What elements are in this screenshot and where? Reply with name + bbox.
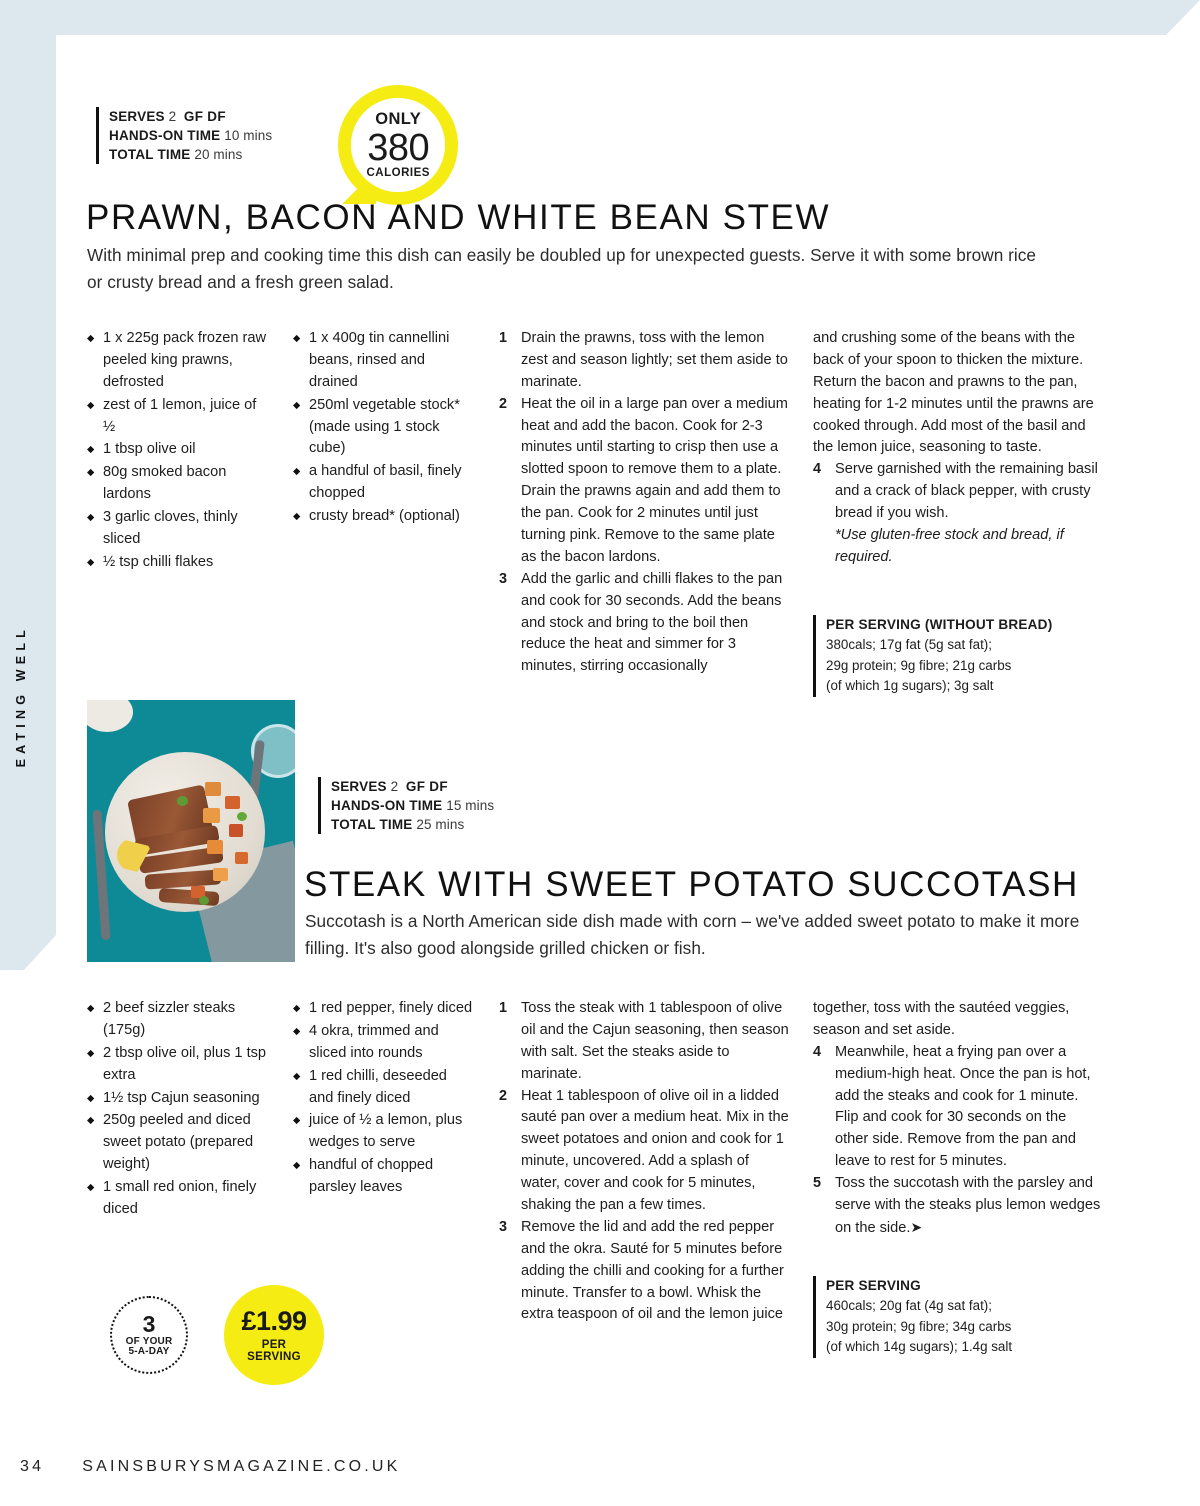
nutrition-heading: PER SERVING (826, 1277, 921, 1293)
recipe-2-method-col-1 (499, 998, 789, 1358)
decorative-frame-left (0, 35, 56, 970)
calorie-only-label: ONLY (375, 110, 422, 128)
decorative-frame-top (0, 0, 1200, 35)
diet-tags: GF DF (183, 109, 226, 124)
photo-bowl (87, 700, 133, 732)
price-badge (224, 1285, 324, 1385)
method-step: Heat the oil in a large pan over a medium heat and add the bacon. Cook for 2-3 minutes until starting to crisp then use a slotted spoon to remove them to a plate. Drain the prawns again and add them to the pan. Cook for 2 minutes until just turning pink. Remove to the same plate as the bacon lardons. (521, 395, 788, 565)
recipe-1-title: PRAWN, BACON AND WHITE BEAN STEW (86, 198, 831, 237)
hands-on-line (109, 126, 272, 145)
method-step-text: Toss the succotash with the parsley and serve with the steaks plus lemon wedges on the side. (835, 1175, 1101, 1236)
method-step-continuation: together, toss with the sautéed veggies, season and set aside. (813, 1000, 1070, 1038)
page-number: 34 (20, 1458, 45, 1475)
nutrition-line: (of which 1g sugars); 3g salt (826, 678, 994, 694)
method-step: Remove the lid and add the red pepper and the okra. Sauté for 5 minutes before adding the chilli and cooking for a further minute. Transfer to a bowl. Whisk the extra teaspoon of oil and the lemon juice (521, 1218, 784, 1323)
serves-value: 2 (390, 779, 399, 794)
nutrition-line: 460cals; 20g fat (4g sat fat); (826, 1298, 992, 1314)
method-step-last (813, 1173, 1103, 1240)
photo-succotash-dice (229, 824, 243, 837)
total-time-line (331, 815, 494, 834)
recipe-1-method-footnote: *Use gluten-free stock and bread, if required. (835, 527, 1064, 565)
ingredient-item: ◆ 1 tbsp olive oil (87, 439, 269, 461)
photo-herb (199, 896, 209, 905)
diet-tags: GF DF (405, 779, 448, 794)
nutrition-line: 380cals; 17g fat (5g sat fat); (826, 637, 992, 653)
ingredient-item: ◆ 2 beef sizzler steaks (175g) (87, 998, 269, 1042)
recipe-2-badges (110, 1285, 324, 1385)
method-step: Drain the prawns, toss with the lemon zest and season lightly; set them aside to marinate. (521, 330, 788, 390)
section-label: EATING WELL (14, 625, 28, 768)
recipe-2-intro: Succotash is a North American side dish made with corn – we've added sweet potato to make it more filling. It's also good alongside grilled chicken or fish. (305, 911, 1080, 958)
five-a-day-line-1: OF YOUR (125, 1335, 173, 1347)
photo-herb (237, 812, 247, 821)
ingredient-item: ◆ handful of chopped parsley leaves (293, 1155, 475, 1199)
page-footer (20, 1458, 401, 1476)
photo-succotash-dice (205, 782, 221, 796)
ingredient-item: ◆ 250g peeled and diced sweet potato (prepared weight) (87, 1110, 269, 1176)
recipe-2-photo (87, 700, 295, 962)
recipe-1-method-steps-continued (813, 459, 1103, 525)
recipe-1-meta (96, 107, 272, 164)
photo-succotash-dice (225, 796, 240, 809)
method-step: Add the garlic and chilli flakes to the pan and cook for 30 seconds. Add the beans and stock and bring to the boil then reduce the heat and simmer for 3 minutes, stirring occasionally (521, 570, 783, 675)
ingredient-item: ◆ 1 red pepper, finely diced (293, 998, 475, 1020)
total-time-label: TOTAL TIME (109, 147, 191, 163)
recipe-1-ingredients-col-1 (87, 328, 269, 697)
calorie-unit-label: CALORIES (366, 166, 430, 179)
photo-succotash-dice (235, 852, 248, 864)
method-step: Toss the steak with 1 tablespoon of olive oil and the Cajun seasoning, then season with salt. Set the steaks aside to marinate. (521, 1000, 789, 1082)
serves-line (331, 777, 494, 796)
recipe-1-method-col-1 (499, 328, 789, 697)
nutrition-line: 30g protein; 9g fibre; 34g carbs (826, 1318, 1012, 1334)
ingredient-item: ◆ 1½ tsp Cajun seasoning (87, 1088, 269, 1110)
ingredient-item: ◆ 1 x 400g tin cannellini beans, rinsed and drained (293, 328, 475, 394)
photo-succotash-dice (213, 868, 228, 881)
recipe-2-method-steps-continued (813, 1042, 1103, 1240)
recipe-1-intro: With minimal prep and cooking time this dish can easily be doubled up for unexpected guests. Serve it with some brown rice or crusty bread and a fresh green salad. (87, 245, 1037, 292)
hands-on-line (331, 796, 494, 815)
ingredient-item: ◆ 4 okra, trimmed and sliced into rounds (293, 1021, 475, 1065)
recipe-2-nutrition (813, 1276, 1103, 1358)
hands-on-label: HANDS-ON TIME (331, 798, 443, 814)
ingredient-item: ◆ ½ tsp chilli flakes (87, 552, 269, 574)
recipe-2-method-col-2 (813, 998, 1103, 1358)
nutrition-heading: PER SERVING (WITHOUT BREAD) (826, 616, 1053, 632)
total-time-line (109, 145, 272, 164)
five-a-day-line-2: 5-A-DAY (128, 1346, 170, 1358)
total-time-label: TOTAL TIME (331, 817, 413, 833)
recipe-1-nutrition (813, 615, 1103, 697)
total-time-value: 20 mins (194, 147, 243, 163)
serves-label: SERVES (109, 109, 165, 124)
page-content (56, 35, 1166, 1408)
recipe-1-method-col-2 (813, 328, 1103, 697)
serves-label: SERVES (331, 779, 387, 794)
continue-arrow-icon: ➤ (910, 1218, 923, 1235)
nutrition-line: (of which 14g sugars); 1.4g salt (826, 1339, 1013, 1355)
price-sub-line-2: SERVING (247, 1350, 301, 1363)
photo-succotash-dice (203, 808, 220, 823)
serves-line (109, 107, 272, 126)
magazine-website: SAINSBURYSMAGAZINE.CO.UK (82, 1458, 401, 1475)
ingredient-item: ◆ 2 tbsp olive oil, plus 1 tsp extra (87, 1043, 269, 1087)
price-value: £1.99 (241, 1306, 307, 1337)
ingredient-item: ◆ crusty bread* (optional) (293, 506, 475, 528)
photo-succotash-dice (207, 840, 223, 854)
method-step: Heat 1 tablespoon of olive oil in a lidded sauté pan over a medium heat. Mix in the sweet potatoes and onion and cook for 1 minute, uncovered. Add a splash of water, cover and cook for 5 minutes, shaking the pan a few times. (521, 1087, 789, 1214)
hands-on-value: 15 mins (446, 798, 495, 814)
method-step: Serve garnished with the remaining basil and a crack of black pepper, with crusty bread if you wish. (835, 461, 1098, 522)
recipe-2-title: STEAK WITH SWEET POTATO SUCCOTASH (304, 865, 1079, 904)
ingredient-item: ◆ juice of ½ a lemon, plus wedges to serve (293, 1110, 475, 1154)
serves-value: 2 (168, 109, 177, 124)
ingredient-item: ◆ 1 small red onion, finely diced (87, 1177, 269, 1221)
calorie-number: 380 (367, 126, 430, 169)
total-time-value: 25 mins (416, 817, 465, 833)
price-sub-line-1: PER (261, 1338, 287, 1351)
recipe-1-header-row (96, 85, 458, 205)
ingredient-item: ◆ zest of 1 lemon, juice of ½ (87, 395, 269, 439)
calorie-badge-inner (351, 98, 445, 192)
recipe-1-ingredients-col-2 (293, 328, 475, 697)
five-a-day-number: 3 (142, 1311, 156, 1338)
hands-on-value: 10 mins (224, 128, 273, 144)
method-step: Meanwhile, heat a frying pan over a medium-high heat. Once the pan is hot, add the steaks and cook for 1 minute. Flip and cook for 30 seconds on the other side. Remove from the pan and leave to rest for 5 minutes. (835, 1043, 1091, 1170)
photo-herb (177, 796, 188, 806)
hands-on-label: HANDS-ON TIME (109, 128, 221, 144)
recipe-2-meta (318, 777, 494, 834)
recipe-1-columns (87, 328, 1103, 697)
calorie-badge (338, 85, 458, 205)
five-a-day-badge (110, 1296, 188, 1374)
ingredient-item: ◆ 80g smoked bacon lardons (87, 462, 269, 506)
price-sub-label (247, 1339, 301, 1363)
ingredient-item: ◆ 250ml vegetable stock* (made using 1 stock cube) (293, 395, 475, 461)
ingredient-item: ◆ 1 red chilli, deseeded and finely diced (293, 1066, 475, 1110)
ingredient-item: ◆ 1 x 225g pack frozen raw peeled king prawns, defrosted (87, 328, 269, 394)
nutrition-line: 29g protein; 9g fibre; 21g carbs (826, 657, 1012, 673)
ingredient-item: ◆ 3 garlic cloves, thinly sliced (87, 507, 269, 551)
ingredient-item: ◆ a handful of basil, finely chopped (293, 461, 475, 505)
method-step-continuation: and crushing some of the beans with the back of your spoon to thicken the mixture. Return the bacon and prawns to the pan, heating for 1-2 minutes until the prawns are cooked through. Add most of the basil and the lemon juice, seasoning to taste. (813, 330, 1094, 456)
